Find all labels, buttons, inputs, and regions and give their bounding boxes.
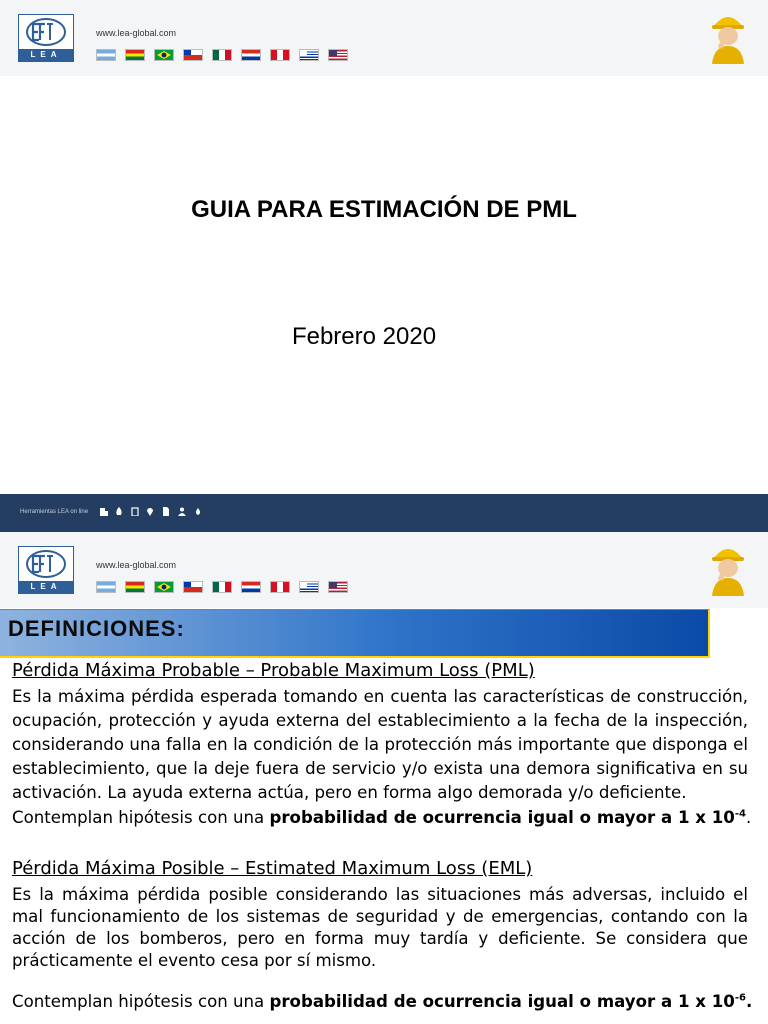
flag-uruguay-icon[interactable] — [299, 581, 319, 593]
location-pin-icon[interactable] — [146, 507, 154, 516]
drop-icon[interactable] — [194, 507, 202, 516]
website-link[interactable]: www.lea-global.com — [96, 560, 177, 570]
pml-body: Es la máxima pérdida esperada tomando en cuenta las características de construcción, ocupación, protección y ayuda externa del establecimiento a la fecha de la inspección, considerando una falla en la condición de la protección más importante que disponga el establecimiento, que la deje fuera de servicio y/o exista una demora significativa en su activación. La ayuda externa actúa, pero en forma algo demorada y/o deficiente. — [12, 687, 748, 802]
date-label: Febrero 2020 — [291, 323, 437, 350]
flag-paraguay-icon[interactable] — [241, 581, 261, 593]
fire-icon[interactable] — [115, 507, 123, 516]
flag-brazil-icon[interactable] — [154, 581, 174, 593]
page-title: GUIA PARA ESTIMACIÓN DE PML — [191, 196, 577, 223]
pml-hyp-exponent: -4 — [734, 808, 746, 820]
flag-mexico-icon[interactable] — [212, 49, 232, 61]
eml-subhead: Pérdida Máxima Posible – Estimated Maximum Loss (EML) — [12, 858, 533, 879]
logo-text: LEA — [19, 581, 73, 593]
header-bar-slide2 — [0, 532, 768, 608]
pml-hyp-bold: probabilidad de ocurrencia igual o mayor a 1 x 10 — [269, 808, 735, 827]
flag-paraguay-icon[interactable] — [241, 49, 261, 61]
flag-chile-icon[interactable] — [183, 581, 203, 593]
flag-peru-icon[interactable] — [270, 581, 290, 593]
pml-hyp-suffix: . — [745, 808, 752, 827]
lea-logo-mark-icon — [19, 547, 73, 581]
lea-logo-mark-icon — [19, 15, 73, 49]
flag-usa-icon[interactable] — [328, 49, 348, 61]
footer-band — [0, 494, 768, 532]
flag-argentina-icon[interactable] — [96, 581, 116, 593]
flag-chile-icon[interactable] — [183, 49, 203, 61]
header-bar — [0, 0, 768, 76]
eml-body: Es la máxima pérdida posible considerando las situaciones más adversas, incluido el mal funcionamiento de los sistemas de seguridad y de emergencias, contando con la acción de los bomberos, pero en forma muy tardía y deficiente. Se considera que prácticamente el evento cesa por sí mismo. — [12, 885, 748, 970]
safety-worker-icon — [706, 8, 750, 64]
pml-hypothesis — [12, 808, 751, 827]
flag-bolivia-icon[interactable] — [125, 49, 145, 61]
lea-logo[interactable] — [18, 546, 74, 594]
lea-logo[interactable] — [18, 14, 74, 62]
building-icon[interactable] — [100, 507, 108, 516]
definitions-heading — [0, 609, 710, 658]
person-icon[interactable] — [178, 507, 186, 516]
footer-label: Herramientas LEA on line — [20, 509, 89, 515]
clipboard-icon[interactable] — [131, 507, 139, 516]
flag-bolivia-icon[interactable] — [125, 581, 145, 593]
flag-mexico-icon[interactable] — [212, 581, 232, 593]
pml-hyp-prefix: Contemplan hipótesis con una — [12, 808, 270, 827]
eml-hyp-exponent: -6 — [734, 992, 746, 1004]
definitions-heading-text: DEFINICIONES: — [8, 616, 185, 641]
website-link[interactable]: www.lea-global.com — [96, 28, 177, 38]
eml-hyp-suffix: . — [745, 992, 753, 1011]
safety-worker-icon — [706, 540, 750, 596]
eml-hyp-prefix: Contemplan hipótesis con una — [12, 992, 270, 1011]
flag-uruguay-icon[interactable] — [299, 49, 319, 61]
logo-text: LEA — [19, 49, 73, 61]
document-icon[interactable] — [162, 507, 170, 516]
flag-peru-icon[interactable] — [270, 49, 290, 61]
pml-subhead: Pérdida Máxima Probable – Probable Maximum Loss (PML) — [12, 660, 535, 681]
eml-hypothesis — [12, 992, 752, 1011]
flag-argentina-icon[interactable] — [96, 49, 116, 61]
flag-brazil-icon[interactable] — [154, 49, 174, 61]
flag-usa-icon[interactable] — [328, 581, 348, 593]
eml-hyp-bold: probabilidad de ocurrencia igual o mayor a 1 x 10 — [269, 992, 735, 1011]
